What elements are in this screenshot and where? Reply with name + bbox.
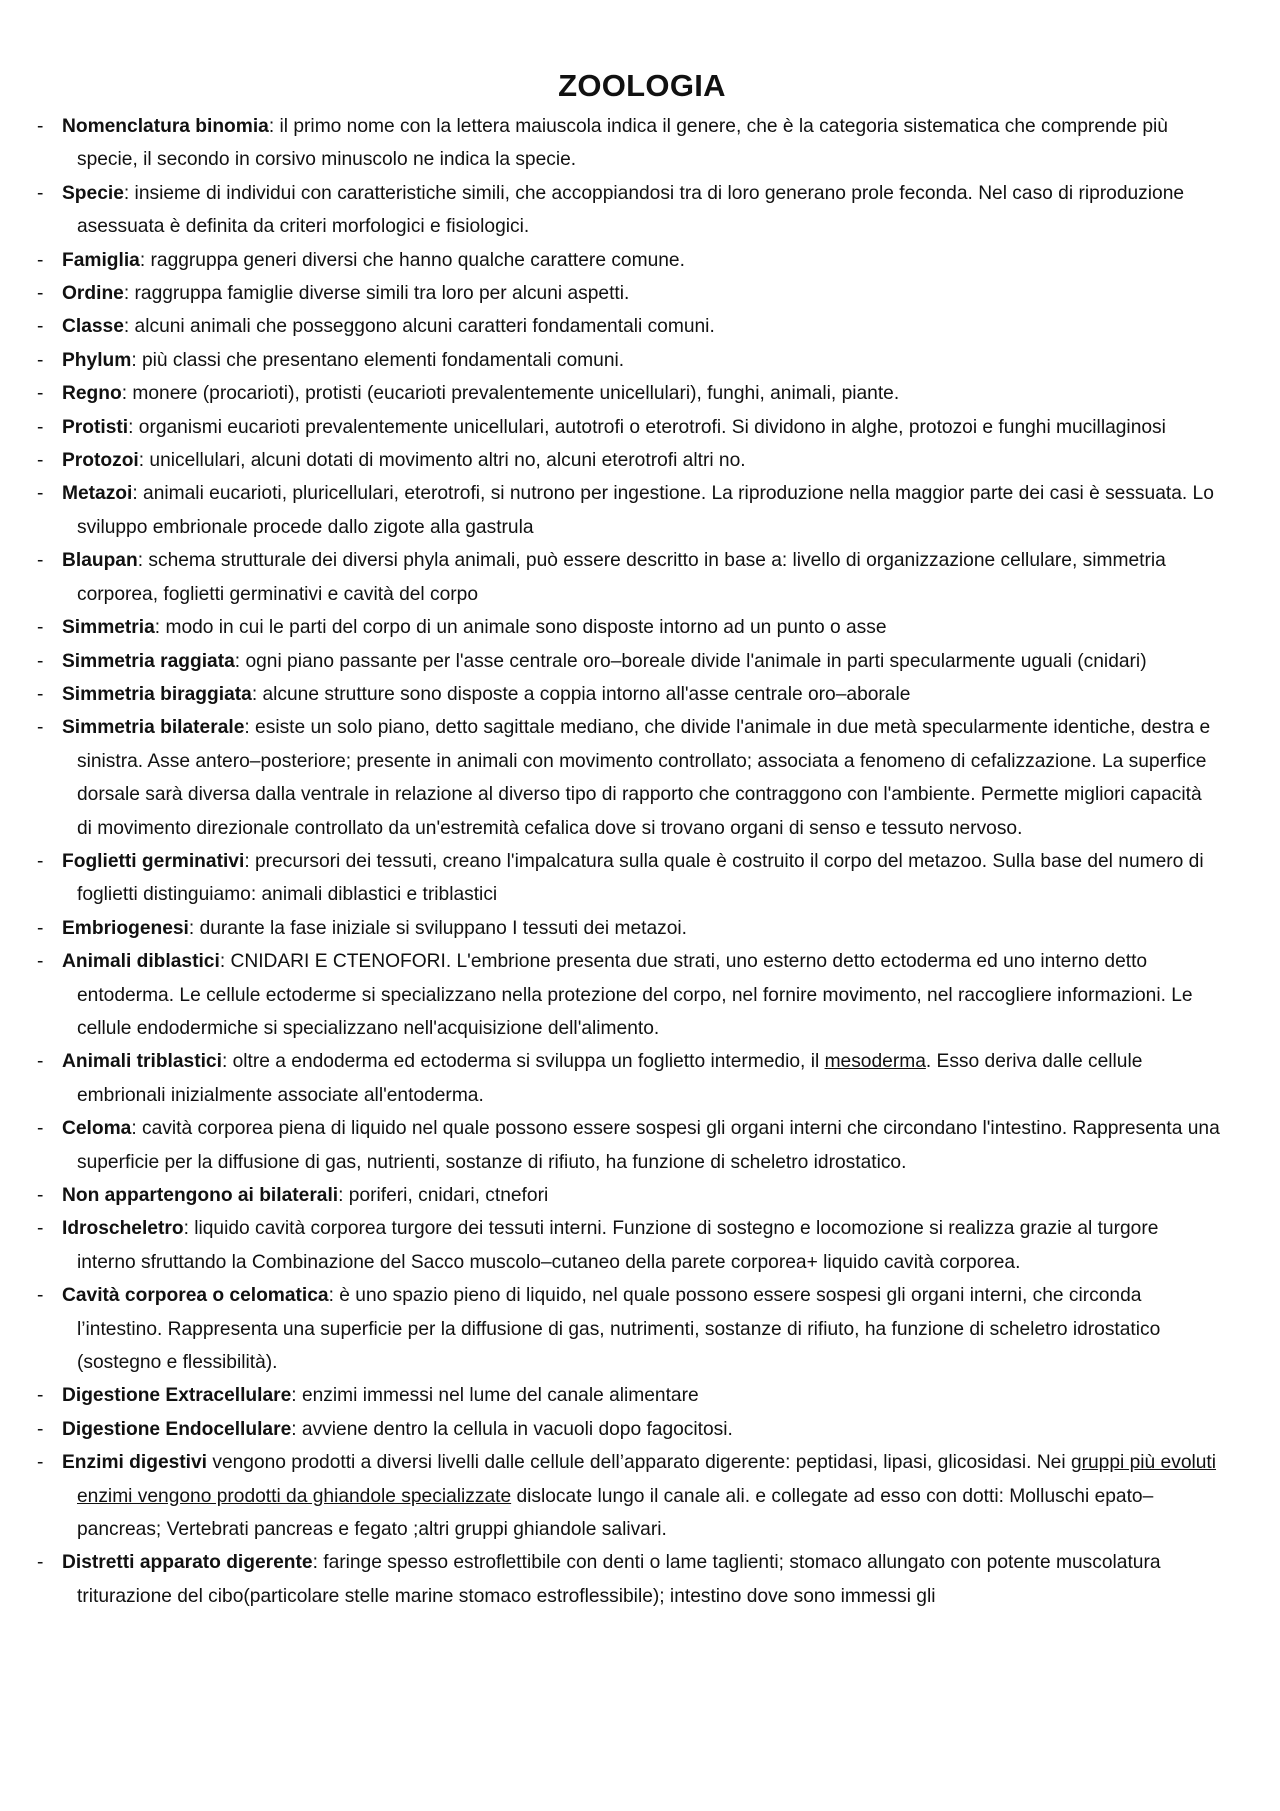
- list-item: [34, 678, 1220, 711]
- entry-separator: :: [128, 416, 134, 438]
- list-item: [34, 1112, 1220, 1179]
- list-item: [34, 344, 1220, 377]
- entry-separator: :: [244, 850, 250, 872]
- list-item: [34, 1212, 1220, 1279]
- entry-text: più classi che presentano elementi fondamentali comuni.: [136, 349, 625, 371]
- list-item: [34, 444, 1220, 477]
- entry-term: Protisti: [62, 416, 129, 438]
- entry-separator: :: [131, 1118, 137, 1140]
- entry-separator: :: [338, 1185, 344, 1206]
- entry-text: è uno spazio pieno di liquido, nel quale possono essere sospesi gli organi interni, che circonda l’intestino. Rappresenta una superficie per la diffusione di gas, nutrimenti, sostanze di rifiuto, ha funzione di scheletro idrostatico (sostegno e flessibilità).: [77, 1285, 1161, 1374]
- entry-text: avviene dentro la cellula in vacuoli dopo fagocitosi.: [296, 1418, 733, 1440]
- bullet-dash: -: [37, 683, 44, 705]
- bullet-dash: -: [37, 1218, 44, 1240]
- entry-separator: :: [183, 1218, 189, 1240]
- bullet-dash: -: [37, 283, 44, 305]
- entry-text: vengono prodotti a diversi livelli dalle cellule dell’apparato digerente: peptidasi, lipasi, glicosidasi. Nei: [207, 1452, 1071, 1474]
- list-item: [34, 1279, 1220, 1379]
- entry-text: liquido cavità corporea turgore dei tessuti interni. Funzione di sostegno e locomozione si realizza grazie al turgore interno sfruttando la Combinazione del Sacco muscolo–cutaneo della parete corporea+ liquido cavità corporea.: [77, 1218, 1159, 1273]
- list-item: [34, 1546, 1220, 1613]
- entry-text: alcune strutture sono disposte a coppia intorno all'asse centrale oro–aborale: [257, 683, 911, 705]
- list-item: [34, 310, 1220, 343]
- entry-term: Famiglia: [62, 249, 140, 271]
- entry-separator: :: [291, 1418, 297, 1440]
- list-item: [34, 477, 1220, 544]
- entry-term: Distretti apparato digerente: [62, 1552, 313, 1574]
- list-item: [34, 377, 1220, 410]
- entry-separator: :: [138, 450, 145, 472]
- entry-term: Ordine: [62, 283, 124, 305]
- list-item: [34, 645, 1220, 678]
- entry-separator: :: [154, 617, 161, 639]
- bullet-dash: -: [37, 483, 44, 505]
- entry-text: unicellulari, alcuni dotati di movimento altri no, alcuni eterotrofi altri no.: [144, 450, 746, 472]
- bullet-dash: -: [37, 1552, 44, 1574]
- entry-term: Foglietti germinativi: [62, 850, 245, 872]
- entry-term: Simmetria raggiata: [62, 650, 235, 672]
- entry-text: faringe spesso estroflettibile con denti o lame taglienti; stomaco allungato con potente muscolatura triturazione del cibo(particolare stelle marine stomaco estroflessibile); intestino dove sono immessi gli: [77, 1552, 1161, 1607]
- entry-separator: :: [123, 316, 130, 338]
- entry-separator: :: [312, 1552, 318, 1574]
- list-item: [34, 845, 1220, 912]
- entry-separator: :: [251, 683, 258, 705]
- list-item: [34, 1446, 1220, 1546]
- list-item: [34, 177, 1220, 244]
- entry-text: esiste un solo piano, detto sagittale mediano, che divide l'animale in due metà specularmente identiche, destra e sinistra. Asse antero–posteriore; presente in animali con movimento controllato; associata a fenomeno di cefalizzazione. La superfice dorsale sarà diversa dalla ventrale in relazione al diverso tipo di rapporto che contraggono con l'ambiente. Permette migliori capacità di movimento direzionale controllato da un'estremità cefalica dove si trovano organi di senso e tessuto nervoso.: [77, 717, 1211, 839]
- entry-text: . Esso deriva dalle cellule embrionali inizialmente associate all'entoderma.: [77, 1051, 1143, 1106]
- bullet-dash: -: [37, 450, 44, 472]
- entry-term: Digestione Extracellulare: [62, 1385, 292, 1407]
- bullet-dash: -: [37, 182, 44, 204]
- entry-text: CNIDARI E CTENOFORI. L'embrione presenta due strati, uno esterno detto ectoderma ed uno interno detto entoderma. Le cellule ectoderme si specializzano nella protezione del corpo, nel fornire movimento, nel raccogliere informazioni. Le cellule endodermiche si specializzano nell'acquisizione dell'alimento.: [77, 951, 1193, 1039]
- entry-text: raggruppa generi diversi che hanno qualche carattere comune.: [145, 249, 685, 271]
- entry-term: Metazoi: [62, 483, 133, 505]
- entry-text: organismi eucarioti prevalentemente unicellulari, autotrofi o eterotrofi. Si dividono in alghe, protozoi e funghi mucillaginosi: [133, 416, 1166, 438]
- entry-term: Cavità corporea o celomatica: [62, 1285, 329, 1307]
- entry-text: insieme di individui con caratteristiche simili, che accoppiandosi tra di loro generano prole feconda. Nel caso di riproduzione asessuata è definita da criteri morfologici e fisiologici.: [77, 182, 1185, 238]
- entry-separator: :: [328, 1285, 334, 1307]
- entry-term: Regno: [62, 383, 122, 405]
- entry-term: Non appartengono ai bilaterali: [62, 1185, 339, 1206]
- entry-term: Nomenclatura binomia: [62, 116, 269, 137]
- entry-term: Enzimi digestivi: [62, 1452, 208, 1474]
- list-item: [34, 611, 1220, 644]
- bullet-dash: -: [37, 650, 44, 672]
- entry-separator: :: [139, 249, 146, 271]
- entry-text: schema strutturale dei diversi phyla animali, può essere descritto in base a: livello di organizzazione cellulare, simmetria corporea, foglietti germinativi e cavità del corpo: [77, 550, 1166, 605]
- list-item: [34, 711, 1220, 845]
- bullet-dash: -: [37, 1185, 44, 1206]
- list-item: [34, 1413, 1220, 1446]
- entry-text: durante la fase iniziale si sviluppano I tessuti dei metazoi.: [194, 917, 687, 939]
- list-item: [34, 1179, 1220, 1212]
- entry-term: Simmetria bilaterale: [62, 717, 245, 739]
- entry-separator: :: [221, 1051, 228, 1073]
- bullet-dash: -: [37, 116, 44, 137]
- list-item: [34, 411, 1220, 444]
- entry-underlined-text: mesoderma: [824, 1051, 926, 1073]
- entry-text: alcuni animali che posseggono alcuni caratteri fondamentali comuni.: [129, 316, 715, 338]
- bullet-dash: -: [37, 1418, 44, 1440]
- entry-separator: :: [123, 283, 130, 305]
- page-title: ZOOLOGIA: [558, 68, 726, 103]
- list-item: [34, 1045, 1220, 1112]
- entry-term: Phylum: [62, 349, 132, 371]
- entry-text: raggruppa famiglie diverse simili tra loro per alcuni aspetti.: [129, 283, 630, 305]
- entry-term: Specie: [62, 182, 124, 204]
- bullet-dash: -: [37, 383, 44, 405]
- entry-text: cavità corporea piena di liquido nel quale possono essere sospesi gli organi interni che circondano l'intestino. Rappresenta una superficie per la diffusione di gas, nutrienti, sostanze di rifiuto, ha funzione di scheletro idrostatico.: [77, 1118, 1220, 1173]
- entry-separator: :: [137, 550, 144, 572]
- entry-term: Embriogenesi: [62, 917, 189, 939]
- list-item: [34, 945, 1220, 1045]
- entry-separator: :: [121, 383, 128, 405]
- bullet-dash: -: [37, 617, 44, 639]
- entry-text: dislocate lungo il canale ali. e collegate ad esso con dotti: Molluschi epato–pancreas; Vertebrati pancreas e fegato ;altri gruppi ghiandole salivari.: [77, 1485, 1154, 1541]
- entry-term: Blaupan: [62, 550, 138, 572]
- list-item: [34, 544, 1220, 611]
- entry-text: precursori dei tessuti, creano l'impalcatura sulla quale è costruito il corpo del metazoo. Sulla base del numero di foglietti distinguiamo: animali diblastici e triblastici: [77, 850, 1204, 906]
- entry-list: [34, 110, 1220, 1613]
- entry-term: Simmetria biraggiata: [62, 683, 252, 705]
- entry-separator: :: [219, 951, 226, 973]
- entry-separator: :: [244, 717, 250, 739]
- bullet-dash: -: [37, 1118, 44, 1140]
- entry-separator: :: [234, 650, 241, 672]
- entry-text: animali eucarioti, pluricellulari, eterotrofi, si nutrono per ingestione. La riproduzione nella maggior parte dei casi è sessuata. Lo sviluppo embrionale procede dallo zigote alla gastrula: [77, 483, 1214, 538]
- list-item: [34, 277, 1220, 310]
- bullet-dash: -: [37, 416, 44, 438]
- entry-term: Simmetria: [62, 617, 155, 639]
- entry-separator: :: [131, 349, 137, 371]
- entry-text: enzimi immessi nel lume del canale alimentare: [296, 1385, 699, 1407]
- bullet-dash: -: [37, 249, 44, 271]
- list-item: [34, 1379, 1220, 1412]
- entry-term: Digestione Endocellulare: [62, 1418, 292, 1440]
- bullet-dash: -: [37, 1051, 44, 1073]
- bullet-dash: -: [37, 1385, 44, 1407]
- bullet-dash: -: [37, 917, 44, 939]
- bullet-dash: -: [37, 850, 44, 872]
- bullet-dash: -: [37, 717, 44, 739]
- bullet-dash: -: [37, 951, 44, 973]
- bullet-dash: -: [37, 1285, 44, 1307]
- entry-text: modo in cui le parti del corpo di un animale sono disposte intorno ad un punto o asse: [160, 617, 887, 639]
- entry-text: poriferi, cnidari, ctnefori: [343, 1185, 549, 1206]
- entry-separator: :: [132, 483, 138, 505]
- entry-term: Animali diblastici: [62, 951, 220, 973]
- entry-separator: :: [268, 116, 275, 137]
- entry-term: Protozoi: [62, 450, 139, 472]
- bullet-dash: -: [37, 550, 44, 572]
- entry-text: il primo nome con la lettera maiuscola indica il genere, che è la categoria sistematica che comprende più specie, il secondo in corsivo minuscolo ne indica la specie.: [77, 116, 1168, 171]
- entry-text: ogni piano passante per l'asse centrale oro–boreale divide l'animale in parti specularmente uguali (cnidari): [240, 650, 1147, 672]
- bullet-dash: -: [37, 316, 44, 338]
- entry-text: monere (procarioti), protisti (eucarioti prevalentemente unicellulari), funghi, animali, piante.: [127, 383, 900, 405]
- list-item: [34, 110, 1220, 177]
- list-item: [34, 912, 1220, 945]
- entry-separator: :: [291, 1385, 297, 1407]
- entry-term: Animali triblastici: [62, 1051, 222, 1073]
- bullet-dash: -: [37, 1452, 44, 1474]
- list-item: [34, 244, 1220, 277]
- entry-separator: :: [123, 182, 130, 204]
- entry-text: oltre a endoderma ed ectoderma si sviluppa un foglietto intermedio, il: [227, 1051, 825, 1073]
- entry-term: Celoma: [62, 1118, 132, 1140]
- entry-term: Idroscheletro: [62, 1218, 184, 1240]
- entry-underlined-text: gruppi più evoluti enzimi vengono prodotti da ghiandole specializzate: [77, 1452, 1217, 1507]
- bullet-dash: -: [37, 349, 44, 371]
- entry-term: Classe: [62, 316, 124, 338]
- entry-separator: :: [188, 917, 195, 939]
